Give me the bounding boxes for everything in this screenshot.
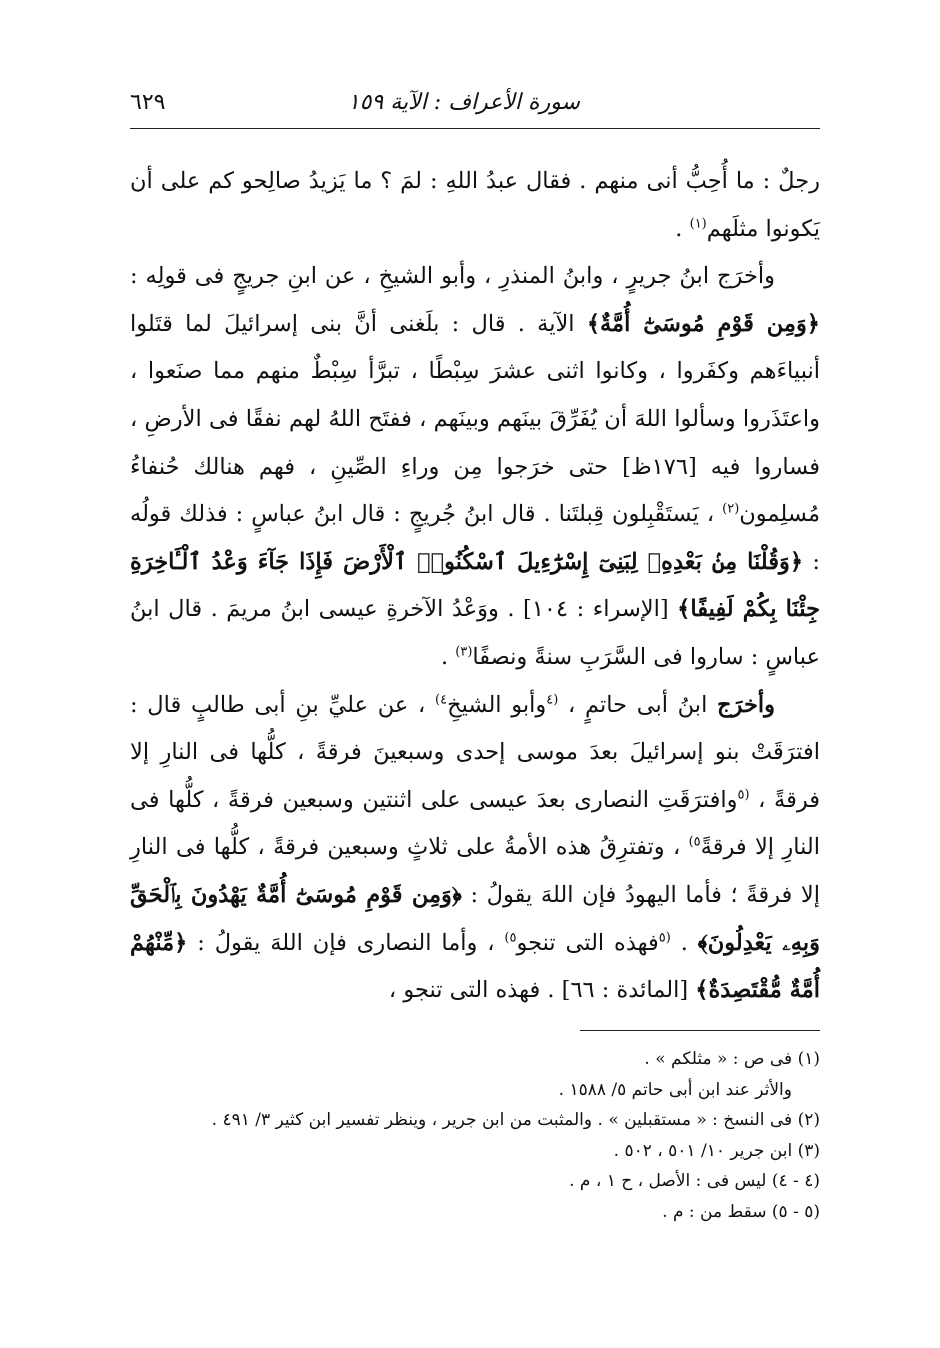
- p1-text: رجلٌ : ما أُحِبُّ أنى منهم . فقال عبدُ اللهِ : لمَ ؟ ما يَزيدُ صالِحو كم على أن يَكونوا مثلَهم: [130, 168, 820, 242]
- footnote-2: (٢) فى النسخ : « مستقبلين » . والمثبت من ابن جرير ، وينظر تفسير ابن كثير ٣/ ٤٩١ .: [211, 1110, 820, 1130]
- footnote-ref-5b-open: (٥: [658, 930, 671, 945]
- page-number: ٦٢٩: [130, 90, 166, 115]
- verse-reference: [المائدة : ٦٦] .: [540, 977, 696, 1004]
- p1-end: .: [675, 215, 690, 242]
- verse-reference: [الإسراء : ١٠٤] .: [498, 596, 678, 623]
- footnote-ref-5-open: (٥: [737, 787, 750, 803]
- footnote-ref-4-open: (٤: [546, 692, 559, 708]
- footnotes: [130, 1044, 820, 1227]
- p2-start: وأخرَج ابنُ جريرٍ ، وابنُ المنذرِ ، وأبو الشيخِ ، عن ابنِ جريجٍ فى قولِه :: [130, 263, 775, 290]
- footnote-ref-4-close: ٤): [435, 692, 448, 708]
- page-header: [130, 88, 820, 128]
- quran-verse: ﴿وَقُلْنَا مِنۢ بَعْدِهِۦ لِبَنِىٓ إِسْرَٰٓءِيلَ ٱسْكُنُوا۟ ٱلْأَرْضَ فَإِذَا جَآءَ وَعْدُ ٱلْـَٔاخِرَةِ جِئْنَا بِكُمْ لَفِيفًا﴾: [130, 548, 821, 623]
- footnote-5: (٥ - ٥) سقط من : م .: [662, 1201, 820, 1222]
- quran-verse: ﴿وَمِن قَوْمِ مُوسَىٰٓ أُمَّةٌ﴾: [586, 310, 820, 337]
- footnote-ref-5-close: ٥): [688, 834, 701, 850]
- p3-lead: وأخرَج: [717, 691, 775, 718]
- p3-f: .: [670, 929, 698, 956]
- quran-verse: ﴿وَمِن قَوْمِ مُوسَىٰٓ أُمَّةٌ يَهْدُونَ بِٱلْحَقِّ وَبِهِۦ يَعْدِلُونَ﴾: [130, 881, 820, 956]
- footnote-1: (١) فى ص : « مثلكم » .: [644, 1049, 820, 1069]
- p2-after: ، يَستَقْبِلون قِبلتَنا . قال ابنُ جُريجٍ : قال ابنُ عباسٍ : فذلك قولُه :: [130, 501, 821, 575]
- p3-b: وأبو الشيخِ: [447, 691, 547, 718]
- p3-h: ، وأما النصارى فإن اللهَ يقولُ :: [187, 929, 505, 956]
- quran-verse: ﴿مِّنْهُمْ أُمَّةٌ مُّقْتَصِدَةٌ﴾: [130, 929, 820, 1004]
- p3-e: ، وتفترِقُ هذه الأمةُ على ثلاثٍ وسبعين فرقةً ، كلُّها فى النارِ إلا فرقةً ؛ فأما اليهودُ فإن اللهَ يقولُ :: [130, 834, 820, 908]
- paragraph-2: [130, 253, 820, 681]
- footnote-ref-2: (٢): [722, 501, 740, 517]
- p2-close: .: [440, 643, 456, 670]
- footnote-divider: [580, 1030, 820, 1031]
- main-text: [130, 158, 820, 1015]
- p3-i: فهذه التى تنجو ،: [388, 977, 541, 1004]
- footnote-3: (٣) ابن جرير ١٠/ ٥٠١ ، ٥٠٢ .: [613, 1140, 820, 1161]
- p3-d: وافترَقَتِ النصارى بعدَ عيسى على اثنتين وسبعين فرقةً ، كلُّها فى النارِ إلا فرقةً: [130, 786, 820, 861]
- p2-end: ووَعْدُ الآخرةِ عيسى ابنُ مريمَ . قال ابنُ عباسٍ : ساروا فى السَّرَبِ سنةً ونصفًا: [130, 596, 820, 670]
- footnote-4: (٤ - ٤) ليس فى : الأصل ، ح ١ ، م .: [569, 1171, 820, 1191]
- footnote-ref-5b-close: ٥): [504, 930, 517, 945]
- paragraph-1: [130, 158, 820, 253]
- footnote-ref-1: (١): [689, 216, 707, 232]
- footnote-1-continued: والأثر عند ابن أبى حاتم ٥/ ١٥٨٨ .: [558, 1079, 792, 1100]
- p3-a: ابنُ أبى حاتمٍ ،: [558, 691, 718, 718]
- footnote-ref-3: (٣): [455, 644, 473, 660]
- p3-c: ، عن عليِّ بنِ أبى طالبٍ قال : افترَقَتْ بنو إسرائيلَ بعدَ موسى إحدى وسبعينَ فرقةً ، كلُّها فى النارِ إلا فرقةً ،: [130, 691, 820, 813]
- header-divider: [130, 128, 820, 129]
- running-title: سورة الأعراف : الآية ١٥٩: [347, 90, 580, 115]
- paragraph-3: [130, 682, 820, 1015]
- p2-mid: الآية . قال : بلَغنى أنَّ بنى إسرائيلَ لما قتَلوا أنبياءَهم وكفَروا ، وكانوا اثنى عشرَ سِبْطًا ، تبرَّأ سِبْطٌ منهم مما صنَعوا ، واعتَذَروا وسألوا اللهَ أن يُفَرِّقَ بينَهم وبينَهم ، ففتَح اللهُ لهم نفقًا فى الأرضِ ، فساروا فيه [١٧٦ظ] حتى خرَجوا مِن وراءِ الصِّينِ ، فهم هنالك حُنفاءُ مُسلِمون: [130, 310, 820, 528]
- p3-g: فهذه التى تنجو: [516, 929, 659, 956]
